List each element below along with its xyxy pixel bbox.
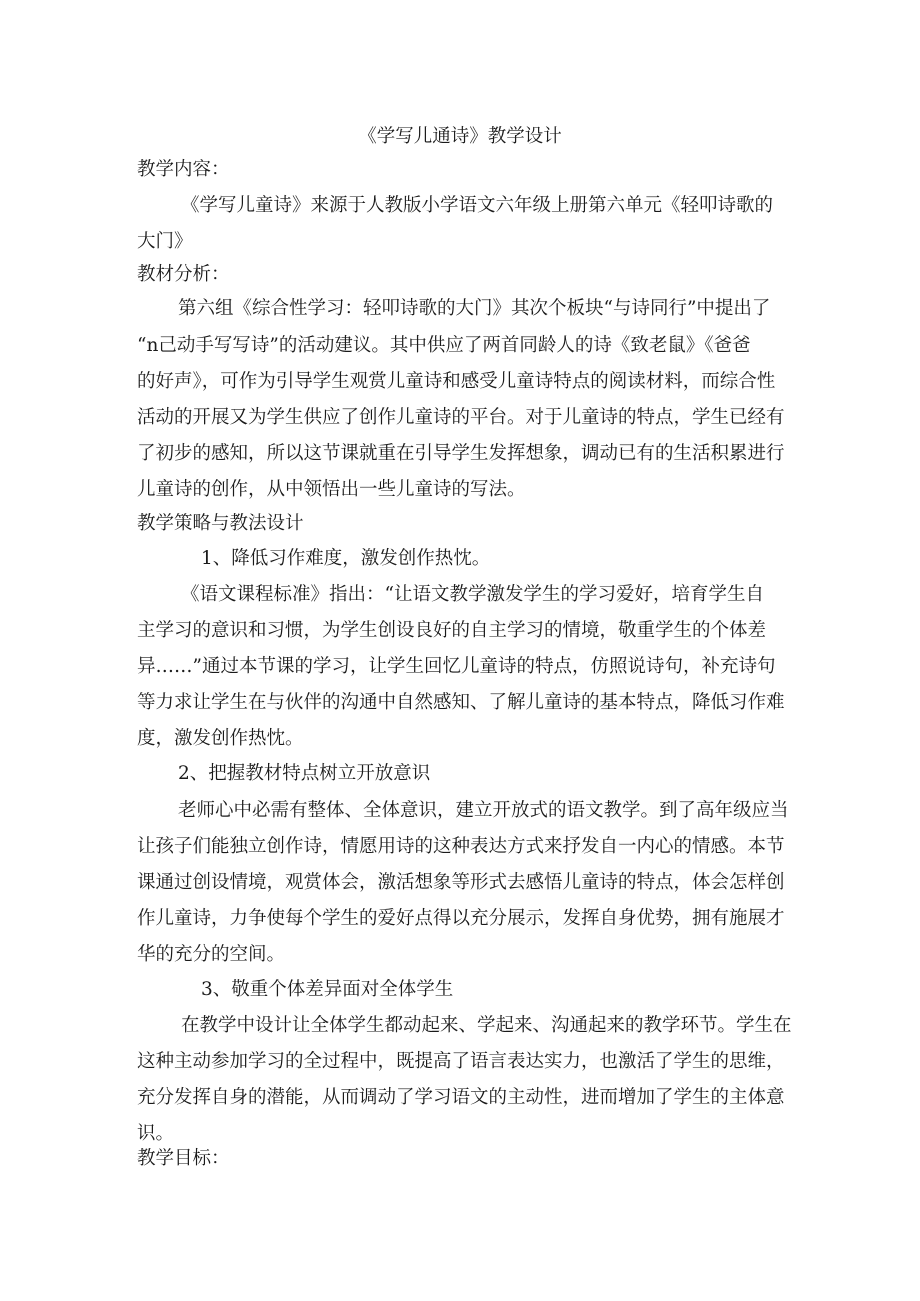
strategy3-title: 3、敬重个体差异面对全体学生: [201, 979, 454, 1000]
strategy1-line-1: 《语文课程标准》指出：“让语文教学激发学生的学习爱好，培育学生自: [181, 584, 764, 605]
strategy3-line-2: 这种主动参加学习的全过程中，既提高了语言表达实力，也激活了学生的思维，: [137, 1051, 785, 1072]
heading-teaching-goals: 教学目标：: [137, 1148, 230, 1169]
strategy3-line-4: 识。: [137, 1123, 175, 1144]
strategy1-line-4: 等力求让学生在与伙伴的沟通中自然感知、了解儿童诗的基本特点，降低习作难: [137, 692, 785, 713]
strategy1-title: 1、降低习作难度，激发创作热忱。: [201, 548, 491, 569]
strategy3-line-3: 充分发挥自身的潜能，从而调动了学习语文的主动性，进而增加了学生的主体意: [137, 1087, 785, 1108]
strategy2-line-1: 老师心中必需有整体、全体意识，建立开放式的语文教学。到了高年级应当: [178, 800, 789, 821]
strategy3-line-1: 在教学中设计让全体学生都动起来、学起来、沟通起来的教学环节。学生在: [181, 1015, 792, 1036]
strategy1-line-5: 度，激发创作热忱。: [137, 728, 304, 749]
strategy1-line-3: 异……”通过本节课的学习，让学生回忆儿童诗的特点，仿照说诗句，补充诗句: [137, 656, 776, 677]
analysis-line-1: 第六组《综合性学习：轻叩诗歌的大门》其次个板块“与诗同行”中提出了: [178, 298, 771, 319]
analysis-line-4: 活动的开展又为学生供应了创作儿童诗的平台。对于儿童诗的特点，学生已经有: [137, 407, 785, 428]
heading-material-analysis: 教材分析：: [137, 264, 230, 285]
analysis-line-2: “n己动手写写诗”的活动建议。其中供应了两首同龄人的诗《致老鼠》《爸爸: [137, 335, 751, 356]
content-line-2: 大门》: [137, 231, 193, 252]
heading-strategy: 教学策略与教法设计: [137, 513, 304, 534]
heading-teaching-content: 教学内容：: [137, 159, 230, 180]
document-title: 《学写儿通诗》教学设计: [358, 126, 562, 147]
analysis-line-3: 的好声》，可作为引导学生观赏儿童诗和感受儿童诗特点的阅读材料，而综合性: [137, 371, 776, 392]
strategy1-line-2: 主学习的意识和习惯，为学生创设良好的自主学习的情境，敬重学生的个体差: [137, 620, 767, 641]
strategy2-line-2: 让孩子们能独立创作诗，情愿用诗的这种表达方式来抒发自一内心的情感。本节: [137, 836, 785, 857]
analysis-line-6: 儿童诗的创作，从中领悟出一些儿童诗的写法。: [137, 479, 526, 500]
strategy2-line-3: 课通过创设情境，观赏体会，激活想象等形式去感悟儿童诗的特点，体会怎样创: [137, 872, 785, 893]
strategy2-line-5: 华的充分的空间。: [137, 944, 286, 965]
analysis-line-5: 了初步的感知，所以这节课就重在引导学生发挥想象，调动已有的生活积累进行: [137, 443, 785, 464]
content-line-1: 《学写儿童诗》来源于人教版小学语文六年级上册第六单元《轻叩诗歌的: [181, 195, 774, 216]
strategy2-line-4: 作儿童诗，力争使每个学生的爱好点得以充分展示，发挥自身优势，拥有施展才: [137, 908, 785, 929]
strategy2-title: 2、把握教材特点树立开放意识: [178, 763, 431, 784]
